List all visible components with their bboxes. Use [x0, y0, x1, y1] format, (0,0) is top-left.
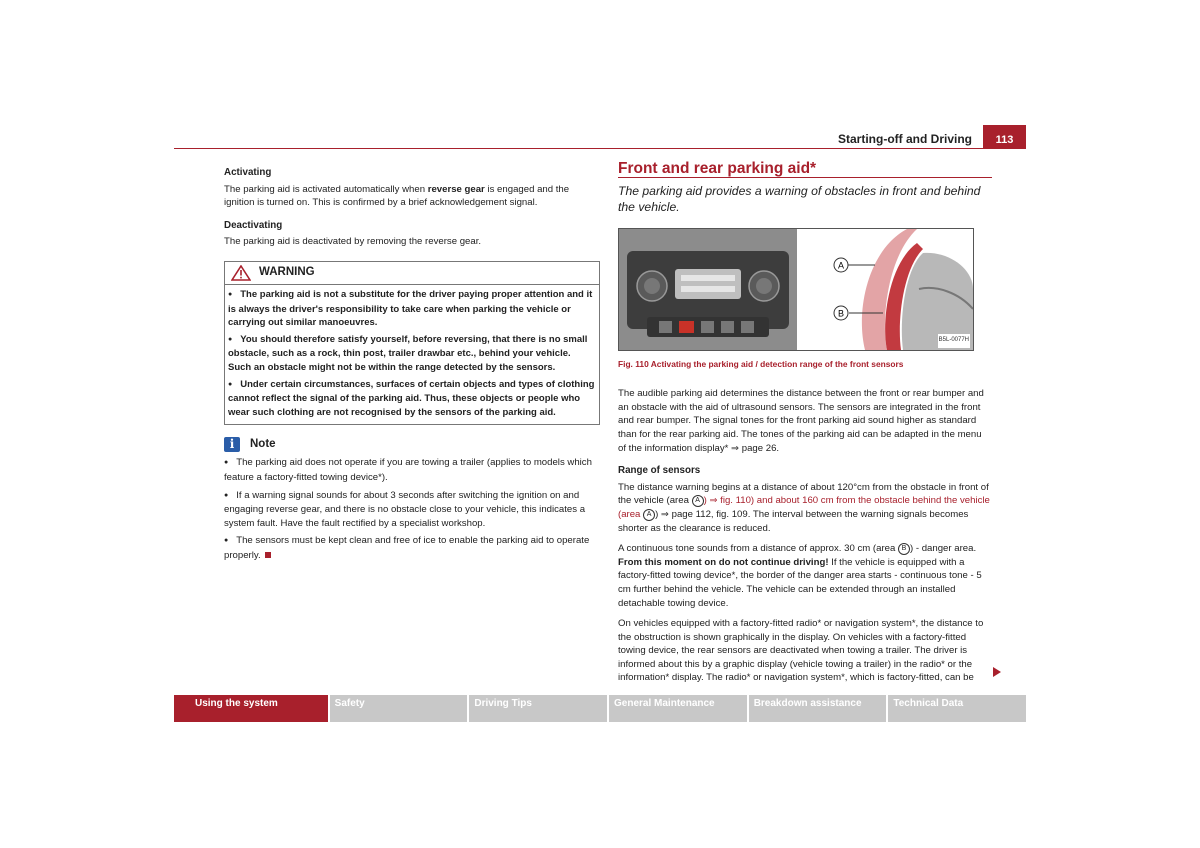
range-heading: Range of sensors [618, 465, 701, 477]
section-title: Front and rear parking aid* [618, 162, 992, 178]
paragraph-display: On vehicles equipped with a factory-fitted radio* or navigation system*, the distance to the obstruction is shown graphically in the display. On vehicles with a factory-fitted towing device, the rear sensors are deactivated when towing a trailer. The driver is informed about this by a graphic display (vehicle towing a trailer) in the radio* or the information* display. The radio* or navigation system*, which is factory-fitted, can be [618, 618, 984, 684]
note-header [224, 437, 600, 452]
left-column [224, 166, 600, 566]
tab-breakdown-assistance[interactable]: Breakdown assistance [749, 695, 887, 722]
continue-arrow-icon[interactable] [993, 667, 1001, 677]
display-line [681, 275, 735, 281]
right-column [618, 162, 992, 692]
note-item-text: The sensors must be kept clean and free of ice to enable the parking aid to operate properly. [224, 535, 590, 561]
danger-warning-bold: From this moment on do not continue driving! [618, 556, 829, 568]
note-item: ● The parking aid does not operate if you are towing a trailer (applies to models which feature a factory-fitted towing device*). [224, 456, 600, 484]
activating-heading: Activating [224, 167, 272, 178]
activating-text [224, 183, 600, 210]
tab-safety[interactable]: Safety [330, 695, 468, 722]
page-number: 113 [983, 125, 1026, 149]
warning-box [224, 261, 600, 425]
note-label: Note [250, 438, 276, 451]
left-dial-center [644, 278, 660, 294]
warning-item: ● You should therefore satisfy yourself, before reversing, that there is no small obstacle, such as a rock, thin post, trailer drawbar etc., behind your vehicle. Such an obstacle might not be within the range detected by the sensors. [228, 333, 595, 375]
paragraph-intro: The audible parking aid determines the distance between the front or rear bumper and an obstacle with the aid of ultrasound sensors. The sensors are integrated in the front and rear bumper. The signal tones for the front parking aid sound higher as standard than for the rear parking aid. The tones of the parking aid can be adapted in the menu of the information display* ⇒ page 26. [618, 388, 984, 454]
tab-using-the-system[interactable]: Using the system [174, 695, 328, 722]
note-body [224, 456, 600, 562]
parking-aid-illustration [619, 229, 973, 350]
figure-110 [618, 228, 974, 351]
reverse-gear-bold: reverse gear [427, 183, 485, 195]
warning-item: ● The parking aid is not a substitute for the driver paying proper attention and it is always the driver's responsibility to take care when parking the vehicle or carrying out similar manoeuvres. [228, 288, 595, 330]
cont-text-part: If the vehicle is equipped with a factory-fitted towing device*, the border of the danger area starts - continuous tone - 5 cm further behind the vehicle. The vehicle can be extended through an installed detachable towing device. [618, 556, 982, 609]
right-dial-center [756, 278, 772, 294]
area-a-marker: A [643, 509, 655, 521]
range-text-part: The distance warning begins at a distance of about 120°cm from the obstacle in front of the vehicle (area [618, 481, 989, 507]
end-of-section-marker [265, 552, 271, 558]
parking-aid-button [679, 321, 694, 333]
page-112-link[interactable]: ) ⇒ page 112, fig. 109. The interval between the warning signals becomes shorter as the clearance is reduced. [618, 508, 969, 534]
deactivating-heading: Deactivating [224, 219, 283, 231]
activating-text-part: The parking aid is activated automatically when [224, 183, 428, 195]
label-a-text: A [837, 260, 845, 271]
panel-button [741, 321, 754, 333]
climate-display [675, 269, 741, 299]
cont-text-part: A continuous tone sounds from a distance of approx. 30 cm (area [618, 543, 898, 555]
warning-header [225, 262, 599, 285]
note-item [224, 534, 600, 562]
paragraph-continuous-tone [618, 542, 992, 610]
info-icon: i [224, 437, 240, 452]
tab-technical-data[interactable]: Technical Data [888, 695, 1026, 722]
panel-button [701, 321, 714, 333]
figure-caption: Fig. 110 Activating the parking aid / detection range of the front sensors [618, 358, 904, 369]
warning-triangle-icon [231, 265, 251, 281]
area-b-marker: B [898, 543, 910, 555]
activating-text-part: is engaged and the ignition is turned on. This is confirmed by a brief acknowledgement signal. [224, 183, 570, 209]
label-b-text: B [837, 308, 845, 319]
warning-body [225, 285, 599, 424]
panel-button [659, 321, 672, 333]
display-line [681, 286, 735, 292]
figure-code: B5L-0077H [938, 334, 970, 348]
header-rule [174, 148, 1026, 149]
warning-item: ● Under certain circumstances, surfaces of certain objects and types of clothing cannot reflect the signal of the parking aid. Thus, these objects or people who wear such clothing are not recognised by the sensors of the parking aid. [228, 378, 595, 420]
section-lead: The parking aid provides a warning of obstacles in front and behind the vehicle. [618, 183, 981, 214]
warning-label: WARNING [259, 266, 315, 279]
deactivating-text: The parking aid is deactivated by removing the reverse gear. [224, 236, 482, 248]
tab-driving-tips[interactable]: Driving Tips [469, 695, 607, 722]
chapter-navigation [174, 695, 1026, 722]
fig-110-link[interactable]: ) ⇒ fig. 110) and about 160 cm from the obstacle behind the vehicle (area [618, 495, 990, 520]
cont-text-part: ) - danger area. [909, 543, 977, 555]
area-a-marker: A [692, 495, 704, 507]
panel-button [721, 321, 734, 333]
note-item: ● If a warning signal sounds for about 3 seconds after switching the ignition on and engaging reverse gear, and there is no obstacle close to your vehicle, this indicates a system fault. Have the fault rectified by a specialist workshop. [224, 489, 600, 531]
running-header: Starting-off and Driving [838, 132, 972, 146]
tab-general-maintenance[interactable]: General Maintenance [609, 695, 747, 722]
paragraph-range [618, 481, 992, 535]
